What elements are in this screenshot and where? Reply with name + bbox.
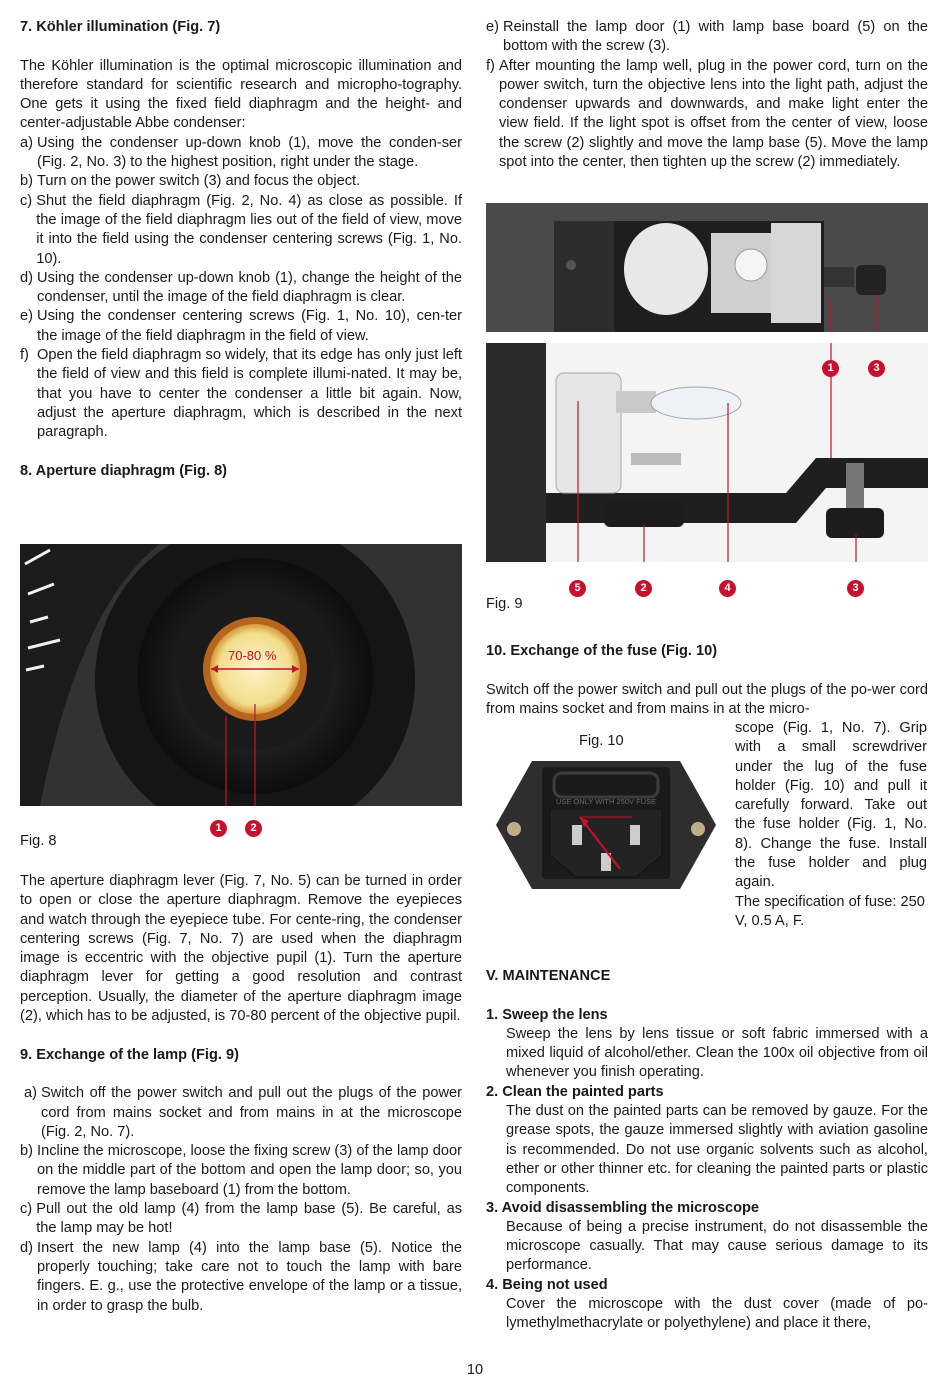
list-item: d) Insert the new lamp (4) into the lamp base (5). Notice the properly touching; take care not to touch the lamp with bare fingers. E. g., use the protective envelope of the lamp or a tissue, in order to grasp the bulb. [20,1239,462,1314]
maintenance-item-heading: 4. Being not used [486,1276,608,1293]
figure-10-caption: Fig. 10 [579,733,624,749]
section-10-title: 10. Exchange of the fuse (Fig. 10) [486,643,718,659]
figure-8-caption: Fig. 8 [20,833,57,849]
badge-1: 1 [822,360,839,377]
section-8-title: 8. Aperture diaphragm (Fig. 8) [20,462,228,479]
list-item: a) Using the condenser up-down knob (1), move the conden-ser (Fig. 2, No. 3) to the highest position, right under the stage. [20,134,462,171]
badge-3: 3 [868,360,885,377]
fuse-holder-illustration [492,757,720,893]
maintenance-section [486,967,928,1334]
list-item: e) Reinstall the lamp door (1) with lamp base board (5) on the bottom with the screw (3). [486,19,928,55]
list-item: c) Pull out the old lamp (4) from the lamp base (5). Be careful, as the lamp may be hot! [20,1201,462,1237]
list-item: a) Switch off the power switch and pull out the plugs of the power cord from mains socket and from mains in at the microscope (Fig. 2, No. 7). [24,1085,462,1140]
section-10 [486,642,928,719]
section-9-list [20,1084,462,1316]
left-column [20,18,462,481]
maintenance-item-text: Sweep the lens by lens tissue or soft fabric immersed with a mixed liquid of alcohol/ether. Clean the 100x oil objective from oil whenever you finish operating. [506,1025,928,1081]
maintenance-item-heading: 2. Clean the painted parts [486,1083,664,1100]
figure-9-photo-top [486,203,928,332]
aperture-view-illustration [20,544,462,806]
right-column [486,18,928,172]
list-item: f) After mounting the lamp well, plug in the power cord, turn on the power switch, turn the objective lens into the light path, adjust the condenser upwards and downwards, and make light enter the view field. If the light spot is offset from the center of view, loose the screw (2) slightly and move the lamp base (5). Move the lamp spot into the center, then tighten up the screw (2) immediately. [486,57,928,171]
badge-2: 2 [635,580,652,597]
list-item: e) Using the condenser centering screws (Fig. 1, No. 10), cen-ter the image of the field diaphragm in the field of view. [20,308,462,344]
figure-9-photo-bottom [486,343,928,562]
list-item: b) Incline the microscope, loose the fixing screw (3) of the lamp door on the middle part of the bottom and open the lamp door; so, you remove the lamp baseboard (1) from the bottom. [20,1143,462,1198]
badge-2: 2 [245,820,262,837]
lamp-base-illustration [486,343,928,562]
page-number: 10 [466,1362,484,1378]
aperture-percent-label: 70-80 % [228,648,277,663]
section-7-title: 7. Köhler illumination (Fig. 7) [20,19,221,35]
list-item: d) Using the condenser up-down knob (1), change the height of the condenser, until the image of the field diaphragm is clear. [20,269,462,306]
maintenance-item-heading: 1. Sweep the lens [486,1006,608,1023]
fuse-spec: The specification of fuse: 250 V, 0.5 A, F. [735,893,925,929]
figure-8-photo [20,544,462,806]
figure-9-caption: Fig. 9 [486,596,523,612]
section-7-list [20,134,462,443]
list-item: c) Shut the field diaphragm (Fig. 2, No. 4) as close as possible. If the image of the field diaphragm lies out of the field of view, move it into the field using the condenser centering screws (Fig. 1, No. 10). [20,192,462,267]
section-7-intro: The Köhler illumination is the optimal microscopic illumination and therefore standard for scientific research and micropho-tography. One gets it using the fixed field diaphragm and the height- and center-adjustable Abbe condenser: [20,57,462,132]
lamp-housing-illustration [486,203,928,332]
badge-1: 1 [210,820,227,837]
figure-10-photo [492,757,720,893]
maintenance-item-text: Cover the microscope with the dust cover (made of po-lymethylmethacrylate or polyethylene) and place it there, [506,1296,928,1332]
badge-4: 4 [719,580,736,597]
maintenance-item-text: The dust on the painted parts can be removed by gauze. For the grease spots, the gauze immersed slightly with aviation gasoline is recommended. Do not use organic solvents such as alcohol, ether or other thinner etc. for cleaning the painted parts or plastic components. [506,1103,928,1197]
section-9-title: 9. Exchange of the lamp (Fig. 9) [20,1046,239,1063]
badge-3: 3 [847,580,864,597]
list-item: f) Open the field diaphragm so widely, that its edge has only just left the field of view and this field is complete illumi-nated. It may be, that you have to center the condenser a little bit again. Now, adjust the aperture diaphragm, which is described in the next paragraph. [20,347,462,441]
maintenance-title: V. MAINTENANCE [486,968,611,984]
section-9-list-continued [486,18,928,172]
list-item: b) Turn on the power switch (3) and focus the object. [20,173,361,190]
section-8-text: The aperture diaphragm lever (Fig. 7, No. 5) can be turned in order to open or close the aperture diaphragm. Remove the eyepieces and watch through the eyepiece tube. For cente-ring, the condenser centering screws (Fig. 7, No. 7) are used when the diaphragm image is eccentric with the objective pupil (1). Turn the aperture diaphragm lever for getting a good resolution and contrast perception. Usually, the diameter of the aperture diaphragm image (2), which has to be adjusted, is 70-80 percent of the objective pupil. [20,873,462,1025]
section-10-side-text: scope (Fig. 1, No. 7). Grip with a small screwdriver under the lug of the fuse holder (Fig. 10) and pull it carefully forward. Take out the fuse holder (Fig. 1, No. 8). Change the fuse. Install the fuse holder and plug again. The specification of fuse: 250 V, 0.5 A, F. [735,719,927,931]
badge-5: 5 [569,580,586,597]
maintenance-item-text: Because of being a precise instrument, do not disassemble the microscope casually. That may cause serious damage to its performance. [506,1218,928,1274]
left-column-lower [20,872,462,1316]
fuse-holder-label: USE ONLY WITH 250V FUSE [555,797,657,806]
section-10-text: Switch off the power switch and pull out the plugs of the po-wer cord from mains socket and from mains in at the micro- [486,681,928,717]
maintenance-item-heading: 3. Avoid disassembling the microscope [486,1199,760,1216]
